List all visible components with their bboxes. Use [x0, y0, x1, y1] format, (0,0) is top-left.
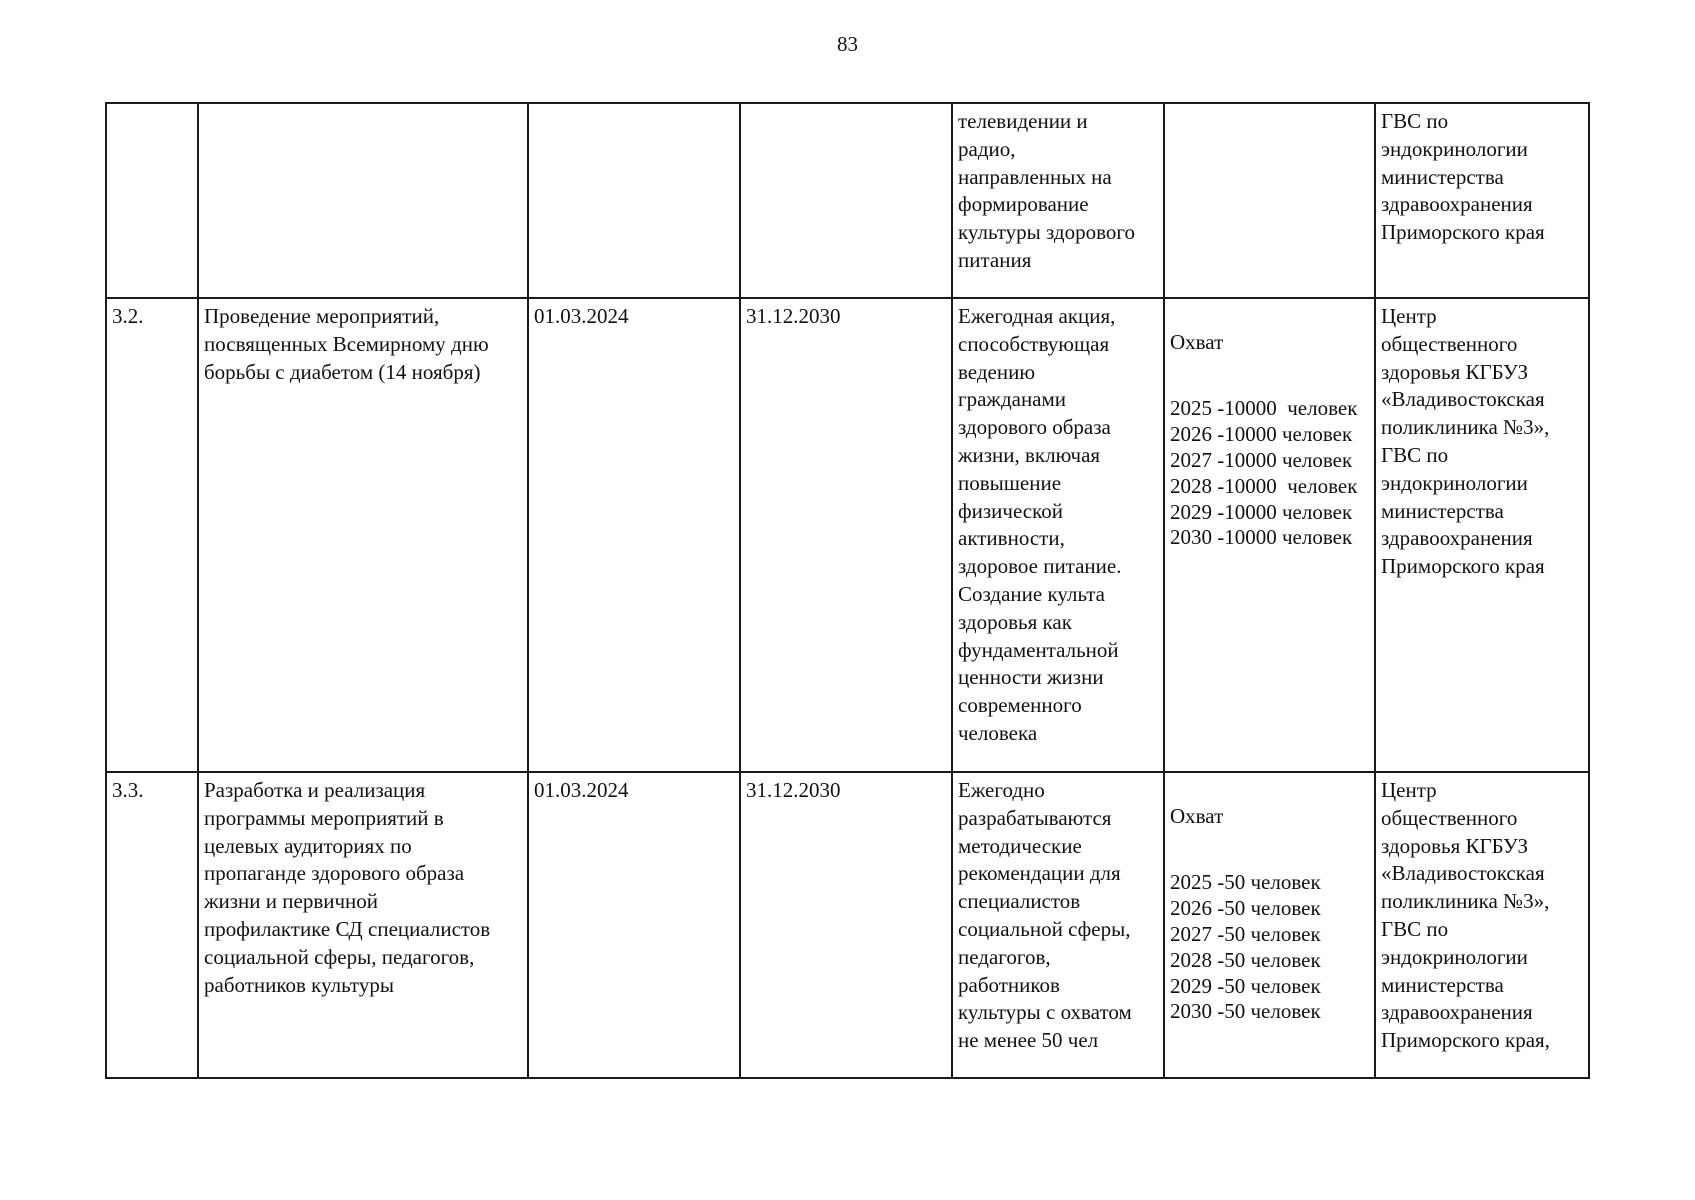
responsible-cell: Центр общественного здоровья КГБУЗ «Владивостокская поликлиника №3», ГВС по эндокринологии министерства здравоохранения Приморского края	[1375, 298, 1589, 772]
page-number: 83	[837, 32, 858, 56]
coverage-by-year: 2025 -50 человек 2026 -50 человек 2027 -50 человек 2028 -50 человек 2029 -50 человек 2030 -50 человек	[1170, 870, 1321, 1024]
coverage-by-year: 2025 -10000 человек 2026 -10000 человек 2027 -10000 человек 2028 -10000 человек 2029 -10000 человек 2030 -10000 человек	[1170, 396, 1358, 550]
end-date-cell: 31.12.2030	[740, 772, 952, 1078]
start-date-cell: 01.03.2024	[528, 298, 740, 772]
row-number-cell: 3.2.	[106, 298, 198, 772]
table-row	[106, 772, 1589, 1078]
coverage-heading: Охват	[1170, 329, 1224, 354]
table-row	[106, 298, 1589, 772]
end-date-cell	[740, 103, 952, 298]
activity-cell	[198, 103, 528, 298]
responsible-cell: Центр общественного здоровья КГБУЗ «Владивостокская поликлиника №3», ГВС по эндокринологии министерства здравоохранения Приморского края,	[1375, 772, 1589, 1078]
result-cell: Ежегодно разрабатываются методические рекомендации для специалистов социальной сферы, педагогов, работников культуры с охватом не менее 50 чел	[952, 772, 1164, 1078]
coverage-cell	[1164, 298, 1375, 772]
responsible-cell: ГВС по эндокринологии министерства здравоохранения Приморского края	[1375, 103, 1589, 298]
activity-cell: Разработка и реализация программы мероприятий в целевых аудиториях по пропаганде здорового образа жизни и первичной профилактике СД специалистов социальной сферы, педагогов, работников культуры	[198, 772, 528, 1078]
start-date-cell: 01.03.2024	[528, 772, 740, 1078]
result-cell: Ежегодная акция, способствующая ведению гражданами здорового образа жизни, включая повышение физической активности, здоровое питание. Создание культа здоровья как фундаментальной ценности жизни современного человека	[952, 298, 1164, 772]
coverage-cell	[1164, 103, 1375, 298]
end-date-cell: 31.12.2030	[740, 298, 952, 772]
coverage-heading: Охват	[1170, 803, 1224, 828]
plan-table	[105, 102, 1590, 1079]
result-cell: телевидении и радио, направленных на формирование культуры здорового питания	[952, 103, 1164, 298]
row-number-cell: 3.3.	[106, 772, 198, 1078]
coverage-cell	[1164, 772, 1375, 1078]
start-date-cell	[528, 103, 740, 298]
table-row	[106, 103, 1589, 298]
row-number-cell	[106, 103, 198, 298]
activity-cell: Проведение мероприятий, посвященных Всемирному дню борьбы с диабетом (14 ноября)	[198, 298, 528, 772]
